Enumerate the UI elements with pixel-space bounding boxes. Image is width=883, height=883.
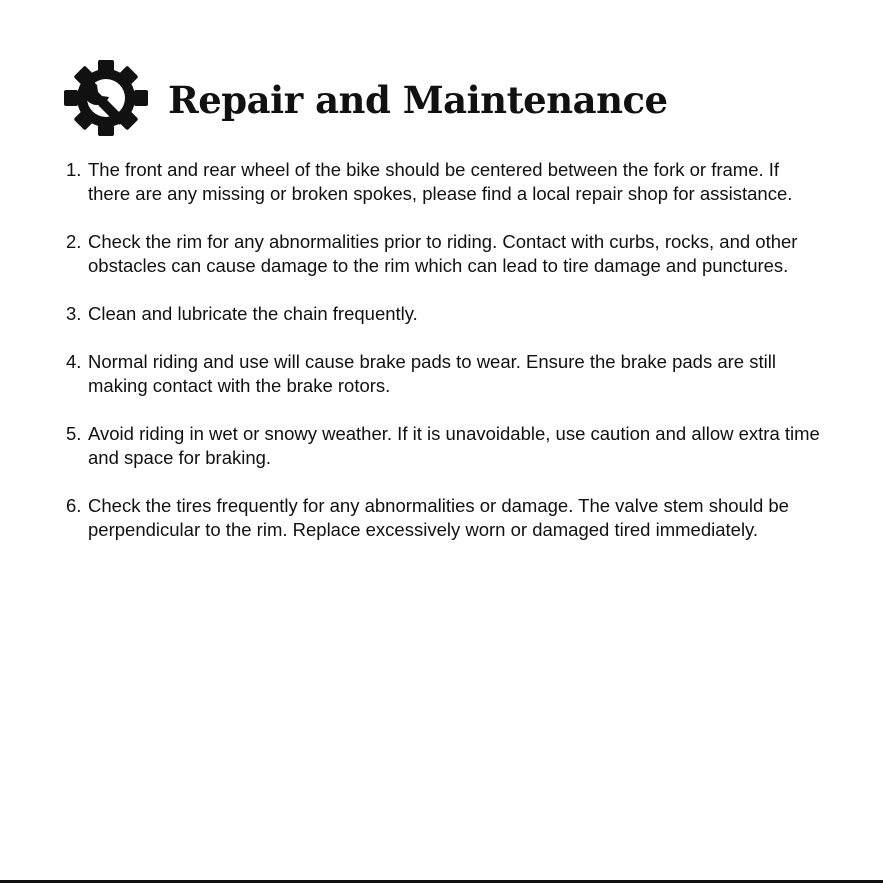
list-item — [66, 230, 826, 278]
item-text: Check the rim for any abnormalities prior to riding. Contact with curbs, rocks, and other obstacles can cause damage to the rim which can lead to tire damage and punctures. — [88, 231, 798, 276]
page-title: Repair and Maintenance — [168, 77, 668, 122]
item-text: The front and rear wheel of the bike should be centered between the fork or frame. If there are any missing or broken spokes, please find a local repair shop for assistance. — [88, 159, 793, 204]
item-number: 4. — [66, 351, 82, 372]
list-item — [66, 158, 826, 206]
maintenance-list — [66, 158, 826, 566]
item-text: Clean and lubricate the chain frequently. — [88, 303, 418, 324]
item-text: Normal riding and use will cause brake pads to wear. Ensure the brake pads are still making contact with the brake rotors. — [88, 351, 776, 396]
page-header — [62, 58, 668, 138]
item-number: 5. — [66, 423, 82, 444]
list-item — [66, 494, 826, 542]
item-text: Check the tires frequently for any abnormalities or damage. The valve stem should be perpendicular to the rim. Replace excessively worn or damaged tired immediately. — [88, 495, 789, 540]
item-number: 6. — [66, 495, 82, 516]
list-item — [66, 422, 826, 470]
list-item — [66, 302, 826, 326]
item-text: Avoid riding in wet or snowy weather. If it is unavoidable, use caution and allow extra time and space for braking. — [88, 423, 820, 468]
item-number: 1. — [66, 159, 82, 180]
list-item — [66, 350, 826, 398]
gear-wrench-icon — [62, 58, 150, 138]
item-number: 2. — [66, 231, 82, 252]
item-number: 3. — [66, 303, 82, 324]
